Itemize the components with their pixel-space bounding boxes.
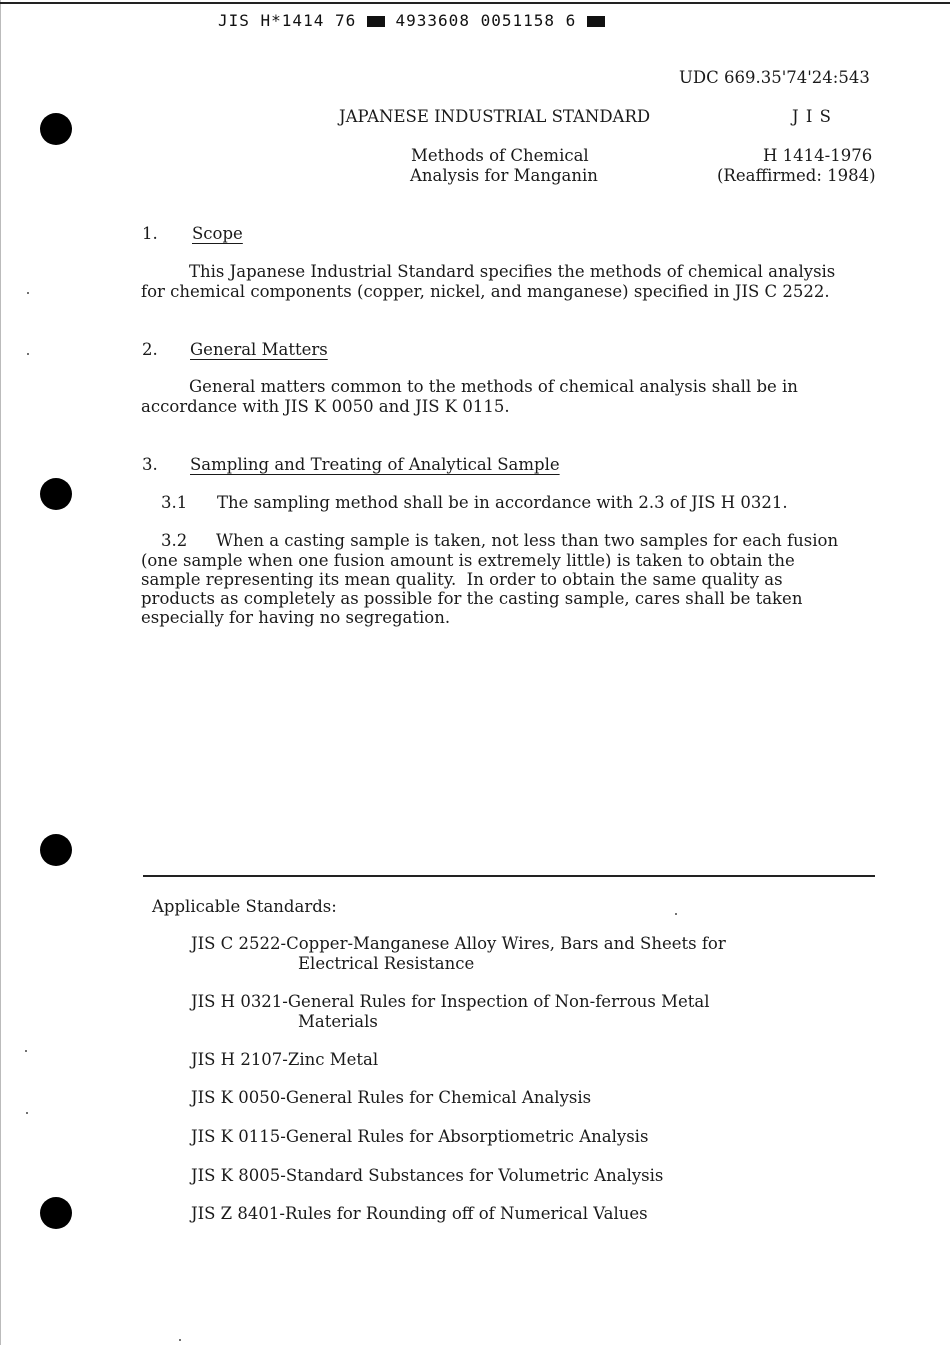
header-code (218, 11, 605, 30)
barcode-block-icon (367, 16, 385, 27)
body-line: This Japanese Industrial Standard specifies the methods of chemical analysis (189, 262, 836, 281)
scan-speck (25, 1050, 27, 1052)
scan-speck (26, 1112, 28, 1114)
section-heading-sampling: Sampling and Treating of Analytical Sample (190, 455, 560, 474)
applicable-standard-item: JIS H 2107-Zinc Metal (191, 1050, 379, 1069)
applicable-standard-item-cont: Electrical Resistance (298, 954, 475, 973)
clause-number: 3.2 (161, 531, 188, 550)
applicable-standard-item: JIS H 0321-General Rules for Inspection of Non-ferrous Metal (191, 992, 710, 1011)
body-line: for chemical components (copper, nickel, and manganese) specified in JIS C 2522. (141, 282, 830, 301)
udc-code: UDC 669.35'74'24:543 (679, 68, 870, 87)
clause-number: 3.1 (161, 493, 188, 512)
body-line: (one sample when one fusion amount is extremely little) is taken to obtain the (141, 551, 795, 570)
binder-hole-icon (40, 834, 72, 866)
top-scan-line (0, 2, 950, 4)
reaffirmed-date: (Reaffirmed: 1984) (717, 166, 876, 185)
section-heading-scope: Scope (192, 224, 243, 243)
body-line: The sampling method shall be in accordance with 2.3 of JIS H 0321. (217, 493, 788, 512)
body-line: especially for having no segregation. (141, 608, 451, 627)
binder-hole-icon (40, 478, 72, 510)
body-line: products as completely as possible for the casting sample, cares shall be taken (141, 589, 803, 608)
body-line: General matters common to the methods of chemical analysis shall be in (189, 377, 798, 396)
scan-speck (179, 1339, 181, 1341)
binder-hole-icon (40, 1197, 72, 1229)
applicable-standard-item-cont: Materials (298, 1012, 378, 1031)
section-heading-general-matters: General Matters (190, 340, 328, 359)
applicable-standard-item: JIS K 8005-Standard Substances for Volumetric Analysis (191, 1166, 664, 1185)
scan-speck (675, 913, 677, 915)
standard-title: JAPANESE INDUSTRIAL STANDARD (339, 107, 651, 126)
doc-title-line1: Methods of Chemical (411, 146, 589, 165)
applicable-standard-item: JIS Z 8401-Rules for Rounding off of Numerical Values (191, 1204, 648, 1223)
applicable-standard-item: JIS C 2522-Copper-Manganese Alloy Wires, Bars and Sheets for (191, 934, 726, 953)
body-line: When a casting sample is taken, not less than two samples for each fusion (216, 531, 839, 550)
doc-number: H 1414-1976 (763, 146, 873, 165)
section-number: 3. (142, 455, 158, 474)
applicable-standard-item: JIS K 0115-General Rules for Absorptiometric Analysis (191, 1127, 649, 1146)
header-code-part2: 4933608 0051158 6 (395, 11, 577, 30)
applicable-standards-heading: Applicable Standards: (152, 897, 337, 916)
scan-speck (27, 353, 29, 355)
page-left-edge (0, 0, 1, 1345)
section-number: 1. (142, 224, 158, 243)
binder-hole-icon (40, 113, 72, 145)
scan-speck (27, 292, 29, 294)
header-code-part1: JIS H*1414 76 (218, 11, 357, 30)
section-number: 2. (142, 340, 158, 359)
doc-title-line2: Analysis for Manganin (410, 166, 598, 185)
barcode-block-icon (587, 16, 605, 27)
jis-mark: J I S (792, 107, 832, 126)
footnote-divider (143, 875, 875, 877)
applicable-standard-item: JIS K 0050-General Rules for Chemical Analysis (191, 1088, 592, 1107)
body-line: sample representing its mean quality. In order to obtain the same quality as (141, 570, 783, 589)
body-line: accordance with JIS K 0050 and JIS K 0115. (141, 397, 510, 416)
